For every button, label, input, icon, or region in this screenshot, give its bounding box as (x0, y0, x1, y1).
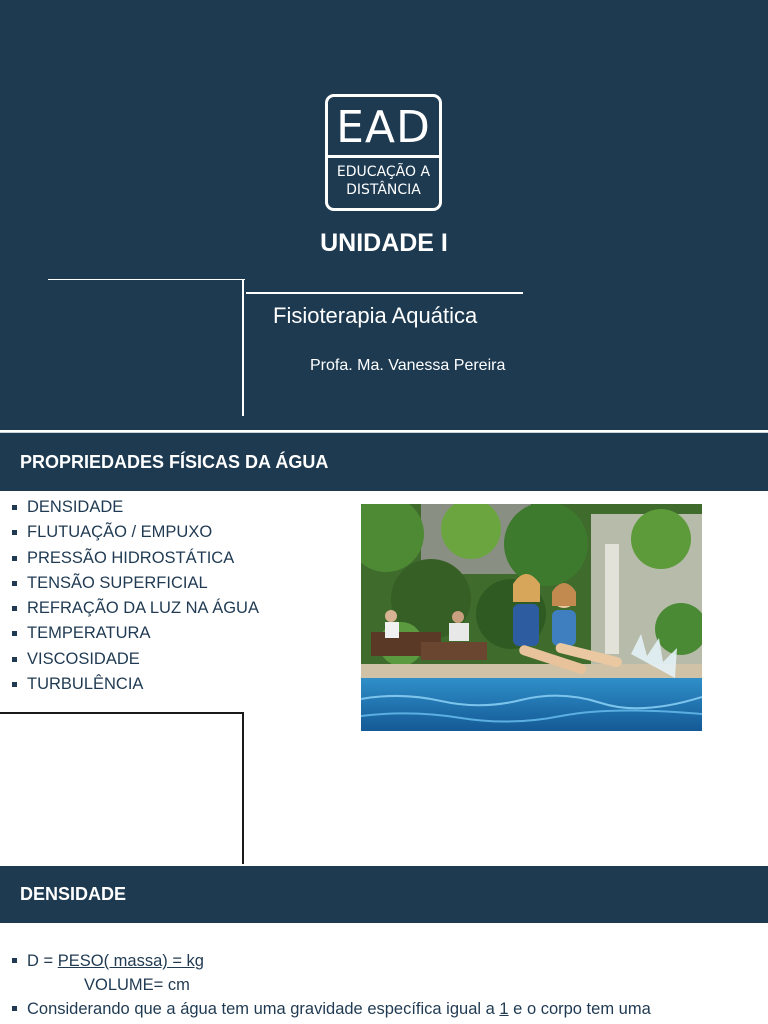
density-title-bar (0, 866, 768, 923)
list-item: TENSÃO SUPERFICIAL (12, 571, 259, 596)
list-item: FLUTUAÇÃO / EMPUXO (12, 520, 259, 545)
pool-photo (361, 504, 702, 731)
text-after: e o corpo tem uma (508, 1000, 651, 1018)
decor-rule-left (48, 279, 245, 280)
properties-title: PROPRIEDADES FÍSICAS DA ÁGUA (20, 452, 329, 472)
course-name: Fisioterapia Aquática (273, 303, 478, 328)
density-list (12, 949, 762, 1021)
frame-line-vertical (242, 712, 244, 864)
list-item: DENSIDADE (12, 495, 259, 520)
title-slide (0, 0, 768, 430)
list-item: TEMPERATURA (12, 621, 259, 646)
list-item: PRESSÃO HIDROSTÁTICA (12, 546, 259, 571)
density-title: DENSIDADE (20, 884, 127, 904)
formula-denominator: VOLUME= cm (84, 976, 190, 994)
list-item: VISCOSIDADE (12, 647, 259, 672)
unit-title: UNIDADE I (320, 229, 448, 257)
specific-gravity-text (12, 997, 762, 1021)
properties-title-bar (0, 433, 768, 491)
list-item: TURBULÊNCIA (12, 672, 259, 697)
decor-rule-vertical (242, 279, 244, 416)
logo-subtitle-line2: DISTÂNCIA (346, 182, 421, 198)
list-item: REFRAÇÃO DA LUZ NA ÁGUA (12, 596, 259, 621)
formula-numerator: PESO( massa) = kg (57, 952, 204, 970)
formula-line (12, 949, 762, 973)
logo-subtitle-line1: EDUCAÇÃO A (336, 164, 431, 180)
text-value: 1 (499, 1000, 509, 1018)
frame-line-horizontal (0, 712, 244, 714)
text-before: Considerando que a água tem uma gravidade específica igual a (27, 1000, 500, 1018)
decor-rule-right (246, 292, 523, 294)
logo-main-text: EAD (336, 102, 431, 153)
ead-logo (325, 94, 442, 211)
pool-photo-illustration (361, 504, 702, 731)
teacher-name: Profa. Ma. Vanessa Pereira (310, 357, 506, 374)
logo-divider (328, 155, 439, 158)
formula-prefix: D = (27, 952, 58, 970)
properties-list (12, 495, 259, 697)
